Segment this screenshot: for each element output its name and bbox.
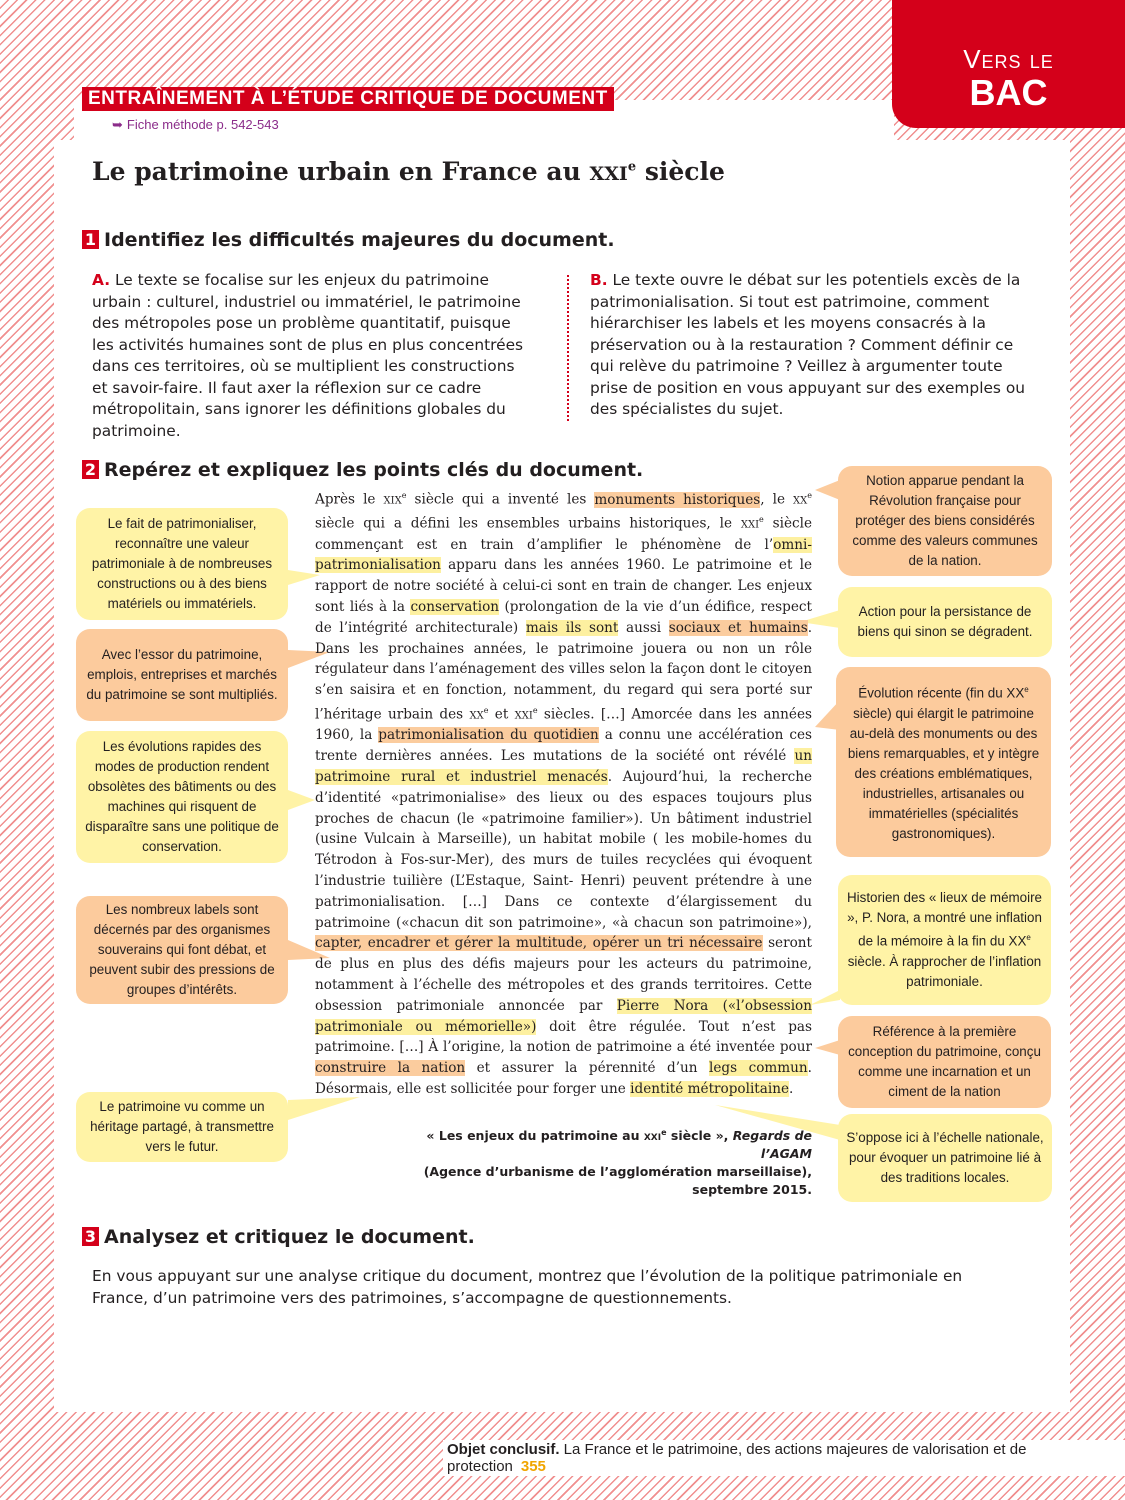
page-number: 355	[520, 1458, 546, 1475]
note-right-1: Notion apparue pendant la Révolution française pour protéger des biens considérés comme des valeurs communes de la nation.	[838, 466, 1052, 576]
fiche-label: Fiche méthode p. 542-543	[126, 117, 279, 132]
section3-number: 3	[82, 1227, 99, 1246]
note-right-6: S’oppose ici à l’échelle nationale, pour évoquer un patrimoine lié à des traditions locales.	[838, 1114, 1052, 1202]
badge-line2: BAC	[969, 72, 1048, 113]
section3-heading	[82, 1226, 475, 1248]
note-right-2: Action pour la persistance de biens qui sinon se dégradent.	[838, 587, 1052, 657]
note-right-3: Évolution récente (fin du XXe siècle) qui élargit le patrimoine au-delà des monuments ou des biens remarquables, et y intègre des créations emblématiques, industrielles, artisanales ou immatérielles (spécialités gastronomiques).	[836, 667, 1051, 857]
section1-number: 1	[82, 230, 99, 249]
footer-text: La France et le patrimoine, des actions majeures de valorisation et de protection	[447, 1441, 1027, 1475]
difficulty-a: A. Le texte se focalise sur les enjeux du patrimoine urbain : culturel, industriel ou immatériel, le patrimoine des métropoles pose un problème quantitatif, puisque les activités humaines sont de plus en plus concentrées dans ces territoires, où se multiplient les constructions et savoir-faire. Il faut axer la réflexion sur ce cadre métropolitain, sans ignorer les définitions globales du patrimoine.	[92, 271, 524, 440]
note-right-4: Historien des « lieux de mémoire », P. Nora, a montré une inflation de la mémoire à la fin du XXe siècle. À rapprocher de l’inflation patrimoniale.	[838, 875, 1051, 1005]
note-left-4: Les nombreux labels sont décernés par des organismes souverains qui font débat, et peuvent subir des pressions de groupes d’intérêts.	[76, 896, 288, 1004]
footer-label: Objet conclusif.	[447, 1441, 560, 1458]
section2-number: 2	[82, 460, 99, 479]
exercise-banner: ENTRAÎNEMENT À L’ÉTUDE CRITIQUE DE DOCUMENT	[82, 87, 614, 111]
section3-title: Analysez et critiquez le document.	[104, 1226, 475, 1248]
difficulty-b: B. Le texte ouvre le débat sur les potentiels excès de la patrimonialisation. Si tout est patrimoine, comment hiérarchiser les labels et les moyens consacrés à la préservation ou à la restauration ? Comment définir ce qui relève du patrimoine ? Veillez à argumenter toute prise de position en vous appuyant sur des exemples ou des spécialistes du sujet.	[590, 271, 1026, 418]
arrow-right-icon: ➥	[112, 117, 123, 132]
source-document-text: Après le xix$^e$ siècle qui a inventé les monuments historiques, le $xx^e$ siècle qui a défini les ensembles urbains historiques, le xxi$^e$ siècle commençant est en train d’amplifier le phénomène de l’omni-patrimonialisation apparu dans les années 1960. Le patrimoine et le rapport de notre société à celui-ci sont en train de changer. Les enjeux sont liés à la conservation (prolongation de la vie d’un édifice, respect de l’intégrité architecturale) mais ils sont aussi sociaux et humains. Dans les prochaines années, le patrimoine jouera ou non un rôle régulateur dans l’aménagement des villes selon la façon dont le citoyen s’en saisira et en fonction, notamment, du regard qui sera porté sur l’héritage urbain des $xx^e$ et xxi$^e$ siècles. […] Amorcée dans les années 1960, la patrimonialisation du quotidien a connu une accélération ces trente dernières années. Les mutations de la société ont révélé un patrimoine rural et industriel menacés. Aujourd’hui, la recherche d’identité «patrimonialise» des lieux ou des espaces toujours plus proches de chacun (le «patrimoine familier»). Un bâtiment industriel (usine Vulcain à Marseille), un habitat mobile ( les mobile-homes du Tétrodon à Fos-sur-Mer), des murs de tuiles recyclées qui évoquent l’industrie tuilière (L’Estaque, Saint- Henri) peuvent prétendre à une patrimonialisation. […] Dans ce contexte d’élargissement du patrimoine («chacun dit son patrimoine», «à chacun son patrimoine»), capter, encadrer et gérer la multitude, opérer un tri nécessaire seront de plus en plus des défis majeurs pour les acteurs du patrimoine, notamment à l’échelle des métropoles et des grands territoires. Cette obsession patrimoniale annoncée par Pierre Nora («l’obsession patrimoniale ou mémorielle») doit être régulée. Tout n’est pas patrimoine. […] À l’origine, la notion de patrimoine a été inventée pour construire la nation et assurer la pérennité d’un legs commun. Désormais, elle est sollicitée pour forger une identité métropolitaine.	[315, 491, 813, 1097]
page-title: Le patrimoine urbain en France au XXIe siècle	[92, 157, 725, 186]
section3-question: En vous appuyant sur une analyse critique du document, montrez que l’évolution de la politique patrimoniale en France, d’un patrimoine vers des patrimoines, s’accompagne de questionnements.	[92, 1267, 963, 1307]
note-left-2: Avec l’essor du patrimoine, emplois, entreprises et marchés du patrimoine se sont multipliés.	[76, 629, 288, 721]
section1-title: Identifiez les difficultés majeures du document.	[104, 229, 615, 251]
note-left-1: Le fait de patrimonialiser, reconnaître une valeur patrimoniale à de nombreuses constructions ou à des biens matériels ou immatériels.	[76, 508, 288, 620]
note-left-5: Le patrimoine vu comme un héritage partagé, à transmettre vers le futur.	[76, 1092, 288, 1162]
document-source: « Les enjeux du patrimoine au xxi$^e$ siècle », Regards de l’AGAM (Agence d’urbanisme de l’agglomération marseillaise), septembre 2015.	[423, 1128, 812, 1198]
note-right-5: Référence à la première conception du patrimoine, conçu comme une incarnation et un ciment de la nation	[838, 1016, 1051, 1108]
note-left-3: Les évolutions rapides des modes de production rendent obsolètes des bâtiments ou des machines qui risquent de disparaître sans une politique de conservation.	[76, 731, 288, 863]
section2-title: Repérez et expliquez les points clés du document.	[104, 459, 644, 481]
page-footer	[443, 1440, 1125, 1476]
badge-line1: Vers le	[963, 44, 1054, 74]
